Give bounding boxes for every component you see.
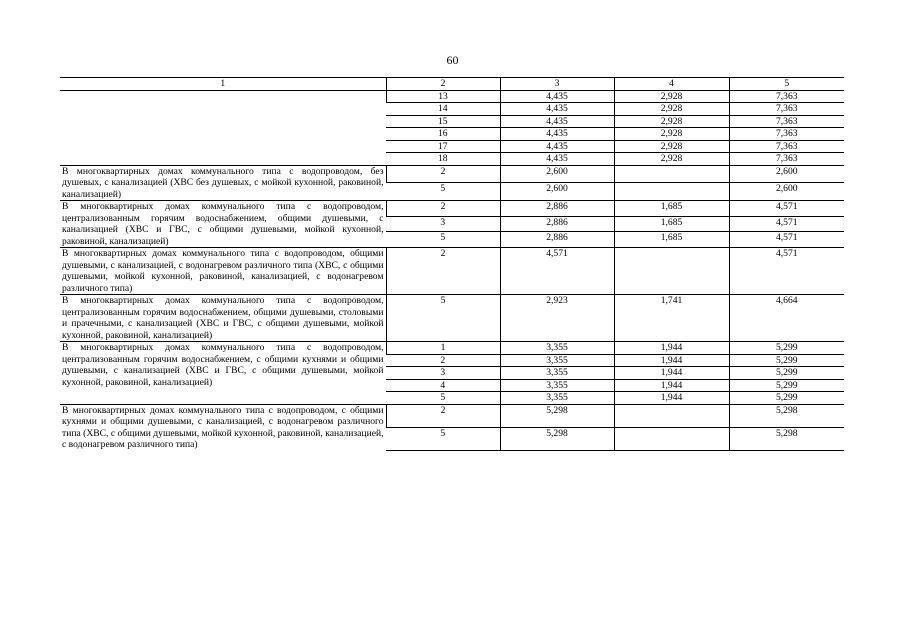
cell-col-2: 2 xyxy=(386,201,500,217)
cell-col-4: 1,685 xyxy=(614,201,729,217)
cell-col-5: 4,571 xyxy=(729,201,844,217)
cell-col-2: 5 xyxy=(440,392,446,403)
cell-col-3: 2,600 xyxy=(500,165,614,183)
row-description: В многоквартирных домах коммунального типа с водопроводом, общими душевыми, с канализацией, с водонагревом различного типа (ХВС, с общими душевыми, мойкой кухонной, раковиной, канализацией, с водонагревом различного типа) xyxy=(60,248,386,295)
header-cell: 5 xyxy=(729,78,844,91)
cell-col-4 xyxy=(614,165,729,183)
cell-col-4: 2,928 xyxy=(614,140,729,153)
cell-col-5: 4,571 xyxy=(729,232,844,248)
cell-col-4 xyxy=(614,404,729,427)
table-row xyxy=(60,342,844,355)
cell-col-2: 15 xyxy=(386,115,500,128)
cell-col-3: 2,886 xyxy=(500,216,614,232)
cell-col-5: 5,299 xyxy=(729,354,844,367)
cell-col-4: 2,928 xyxy=(614,115,729,128)
table-row xyxy=(60,404,844,427)
cell-col-3: 3,355 xyxy=(500,342,614,355)
cell-col-2: 3 xyxy=(386,216,500,232)
cell-col-3: 3,355 xyxy=(500,367,614,380)
table-row xyxy=(60,90,844,103)
cell-col-4: 1,741 xyxy=(614,295,729,342)
cell-col-2: 18 xyxy=(386,153,500,166)
cell-col-5: 7,363 xyxy=(729,153,844,166)
cell-col-3: 3,355 xyxy=(500,379,614,392)
cell-col-5: 5,298 xyxy=(729,427,844,450)
cell-col-3: 4,435 xyxy=(500,153,614,166)
cell-col-5: 4,571 xyxy=(729,248,844,295)
cell-col-4 xyxy=(614,248,729,295)
cell-col-3: 4,435 xyxy=(500,128,614,141)
cell-col-4: 1,944 xyxy=(614,354,729,367)
cell-col-4 xyxy=(614,183,729,201)
row-description: В многоквартирных домах коммунального типа с водопроводом, централизованным горячим водоснабжением, общими душевыми, столовыми и прачечными, с канализацией (ХВС и ГВС, с общими душевыми, мойкой кухонной, раковиной, канализацией) xyxy=(60,295,386,342)
cell-col-5: 7,363 xyxy=(729,140,844,153)
cell-col-4: 1,685 xyxy=(614,232,729,248)
cell-col-3: 4,571 xyxy=(500,248,614,295)
header-cell: 1 xyxy=(60,78,386,91)
cell-col-5: 7,363 xyxy=(729,115,844,128)
cell-col-4: 2,928 xyxy=(614,153,729,166)
tariff-table xyxy=(60,77,844,451)
cell-col-4: 2,928 xyxy=(614,128,729,141)
header-cell: 4 xyxy=(614,78,729,91)
cell-col-4 xyxy=(614,427,729,450)
cell-col-3: 2,886 xyxy=(500,232,614,248)
cell-col-5: 2,600 xyxy=(729,183,844,201)
row-description: В многоквартирных домах коммунального типа с водопроводом, с общими кухнями и общими душевыми, с канализацией, с водонагревом различного типа (ХВС, с общими душевыми, мойкой кухонной, раковиной, канализацией, с водонагревом различного типа) xyxy=(60,404,386,451)
cell-col-5: 5,298 xyxy=(729,404,844,427)
cell-col-3: 2,923 xyxy=(500,295,614,342)
table-row xyxy=(60,295,844,342)
cell-col-5: 7,363 xyxy=(729,128,844,141)
cell-col-3: 4,435 xyxy=(500,140,614,153)
cell-col-3: 2,600 xyxy=(500,183,614,201)
cell-col-4: 1,685 xyxy=(614,216,729,232)
cell-col-2: 13 xyxy=(386,90,500,103)
cell-col-2: 3 xyxy=(386,367,500,380)
cell-col-5: 2,600 xyxy=(729,165,844,183)
cell-col-2: 17 xyxy=(386,140,500,153)
cell-col-3: 3,355 xyxy=(500,354,614,367)
cell-col-2: 1 xyxy=(386,342,500,355)
cell-col-3: 4,435 xyxy=(500,90,614,103)
cell-col-5: 4,664 xyxy=(729,295,844,342)
cell-col-2: 5 xyxy=(440,232,446,244)
cell-col-2: 2 xyxy=(386,165,500,183)
header-cell: 2 xyxy=(386,78,500,91)
cell-col-4: 1,944 xyxy=(614,392,729,405)
cell-col-2: 2 xyxy=(386,404,500,427)
row-description: В многоквартирных домах коммунального типа с водопроводом, централизованным горячим водоснабжением, общими душевыми, с канализацией (ХВС и ГВС, с общими душевыми, мойкой кухонной, раковиной, канализацией) xyxy=(60,201,386,248)
table-row xyxy=(60,165,844,183)
header-cell: 3 xyxy=(500,78,614,91)
cell-col-5: 5,299 xyxy=(729,367,844,380)
table-row xyxy=(60,201,844,217)
header-row xyxy=(60,78,844,91)
cell-col-5: 7,363 xyxy=(729,103,844,116)
row-description: В многоквартирных домах коммунального типа с водопроводом, без душевых, с канализацией (ХВС без душевых, с мойкой кухонной, раковиной, канализацией) xyxy=(60,165,386,201)
cell-col-4: 2,928 xyxy=(614,90,729,103)
cell-col-5: 5,299 xyxy=(729,379,844,392)
cell-col-2: 5 xyxy=(386,427,500,450)
cell-col-3: 4,435 xyxy=(500,103,614,116)
cell-col-2: 14 xyxy=(386,103,500,116)
cell-col-2: 5 xyxy=(440,183,446,195)
cell-col-5: 7,363 xyxy=(729,90,844,103)
cell-col-3: 5,298 xyxy=(500,404,614,427)
cell-col-3: 5,298 xyxy=(500,427,614,450)
cell-col-2: 2 xyxy=(386,248,500,295)
cell-col-5: 5,299 xyxy=(729,392,844,405)
cell-col-5: 4,571 xyxy=(729,216,844,232)
row-description: В многоквартирных домах коммунального типа с водопроводом, централизованным горячим водоснабжением, с общими кухнями и общими душевыми, с канализацией (ХВС и ГВС, с общими душевыми, мойкой кухонной, раковиной, канализацией) xyxy=(60,342,386,405)
page-number: 60 xyxy=(446,53,459,67)
cell-col-2: 4 xyxy=(386,379,500,392)
cell-col-4: 1,944 xyxy=(614,342,729,355)
cell-col-2: 5 xyxy=(386,295,500,342)
cell-col-4: 2,928 xyxy=(614,103,729,116)
row-description xyxy=(60,90,386,165)
cell-col-5: 5,299 xyxy=(729,342,844,355)
cell-col-4: 1,944 xyxy=(614,367,729,380)
cell-col-2: 2 xyxy=(386,354,500,367)
cell-col-2: 16 xyxy=(386,128,500,141)
cell-col-4: 1,944 xyxy=(614,379,729,392)
cell-col-3: 2,886 xyxy=(500,201,614,217)
cell-col-3: 4,435 xyxy=(500,115,614,128)
table-row xyxy=(60,248,844,295)
cell-col-3: 3,355 xyxy=(500,392,614,405)
